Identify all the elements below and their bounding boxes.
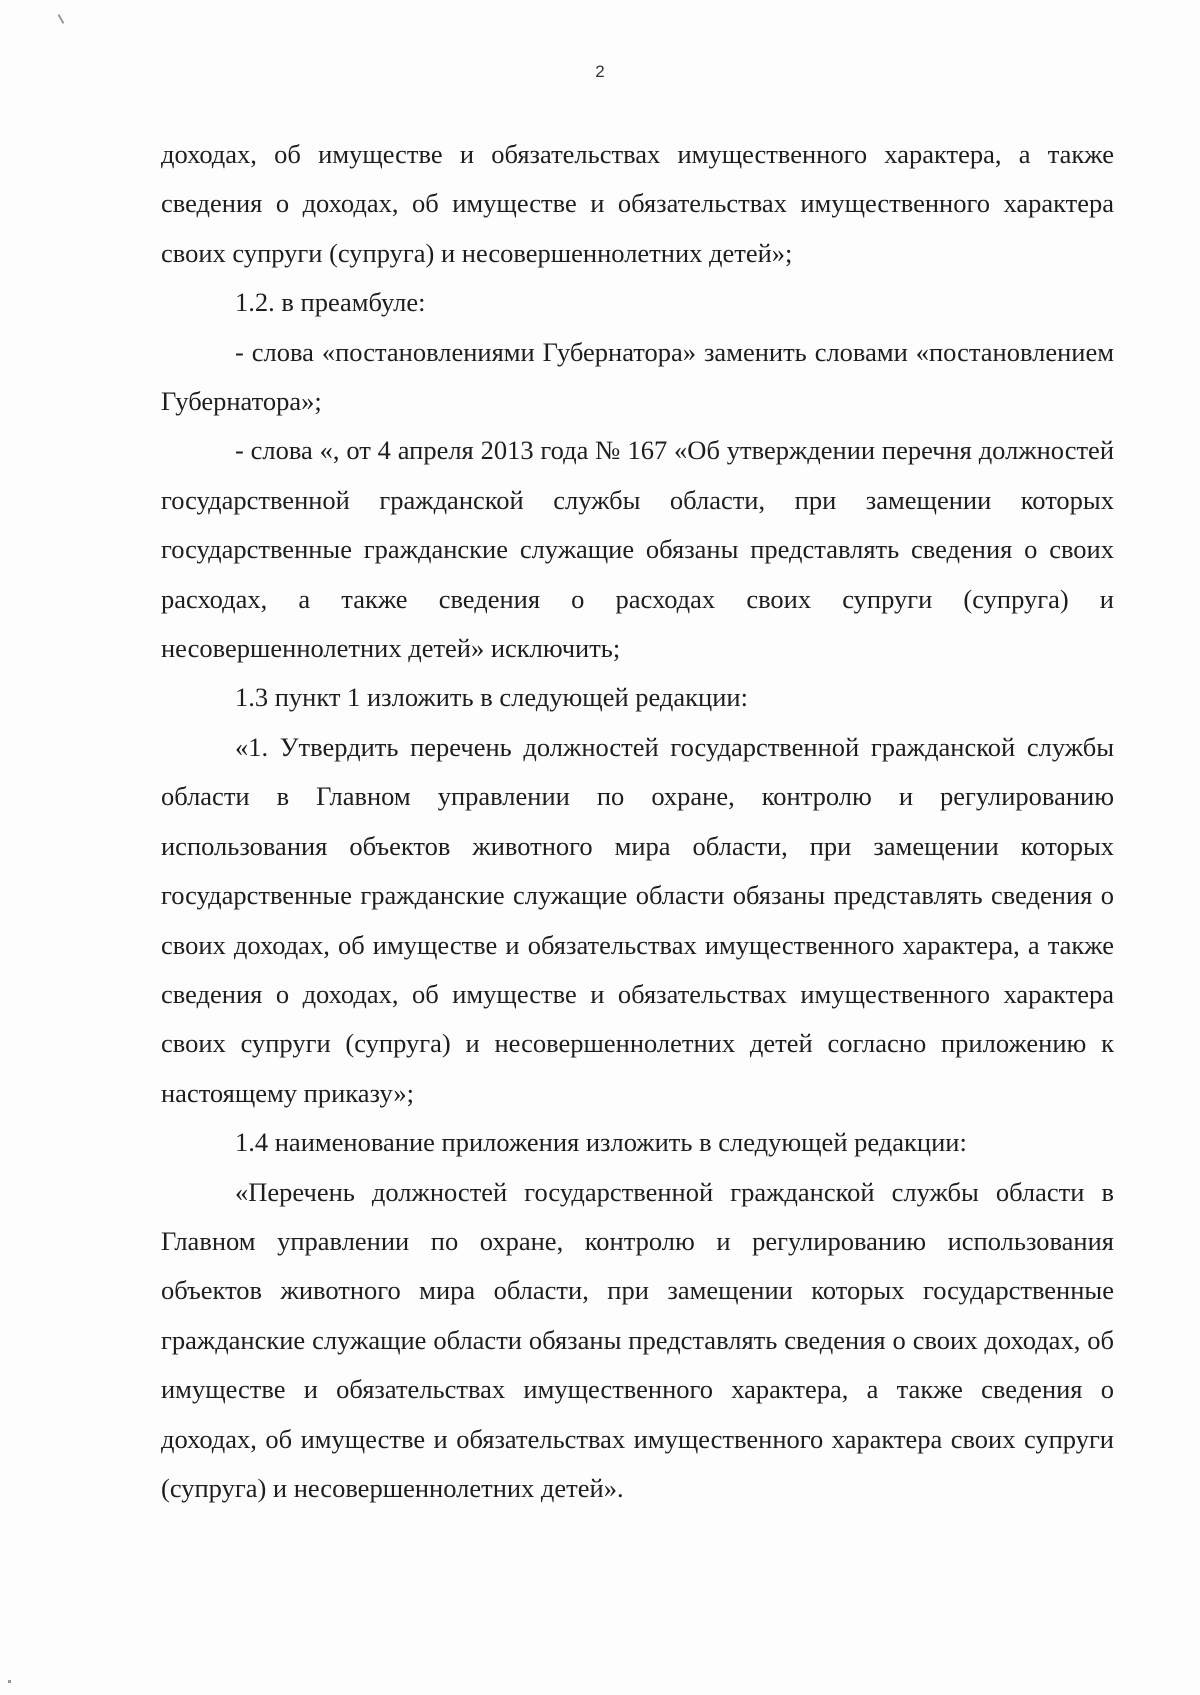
scan-speck — [8, 1680, 11, 1683]
paragraph-continuation: доходах, об имуществе и обязательствах имущественного характера, а также сведения о доходах, об имуществе и обязательствах имущественного характера своих супруги (супруга) и несовершеннолетних детей»; — [161, 139, 1114, 268]
scan-speck — [58, 14, 65, 24]
paragraph-replace-words: - слова «постановлениями Губернатора» заменить словами «постановлением Губернатора»; — [161, 336, 1114, 417]
document-body — [161, 130, 1114, 1513]
paragraph-appendix-title: «Перечень должностей государственной гражданской службы области в Главном управлении по охране, контролю и регулированию использования объектов животного мира области, при замещении которых государственные гражданские служащие области обязаны представлять сведения о своих доходах, об имуществе и обязательствах имущественного характера, а также сведения о доходах, об имуществе и обязательствах имущественного характера своих супруги (супруга) и несовершеннолетних детей». — [161, 1176, 1114, 1503]
paragraph-item-1-4: 1.4 наименование приложения изложить в следующей редакции: — [235, 1127, 967, 1158]
paragraph-item-1-2: 1.2. в преамбуле: — [235, 287, 426, 318]
paragraph-new-point-1: «1. Утвердить перечень должностей государственной гражданской службы области в Главном управлении по охране, контролю и регулированию использования объектов животного мира области, при замещении которых государственные гражданские служащие области обязаны представлять сведения о своих доходах, об имуществе и обязательствах имущественного характера, а также сведения о доходах, об имуществе и обязательствах имущественного характера своих супруги (супруга) и несовершеннолетних детей согласно приложению к настоящему приказу»; — [161, 731, 1114, 1108]
page-number: 2 — [595, 62, 605, 81]
paragraph-exclude-words: - слова «, от 4 апреля 2013 года № 167 «Об утверждении перечня должностей государственной гражданской службы области, при замещении которых государственные гражданские служащие обязаны представлять сведения о своих расходах, а также сведения о расходах своих супруги (супруга) и несовершеннолетних детей» исключить; — [161, 435, 1114, 664]
paragraph-item-1-3: 1.3 пункт 1 изложить в следующей редакции: — [235, 682, 748, 713]
